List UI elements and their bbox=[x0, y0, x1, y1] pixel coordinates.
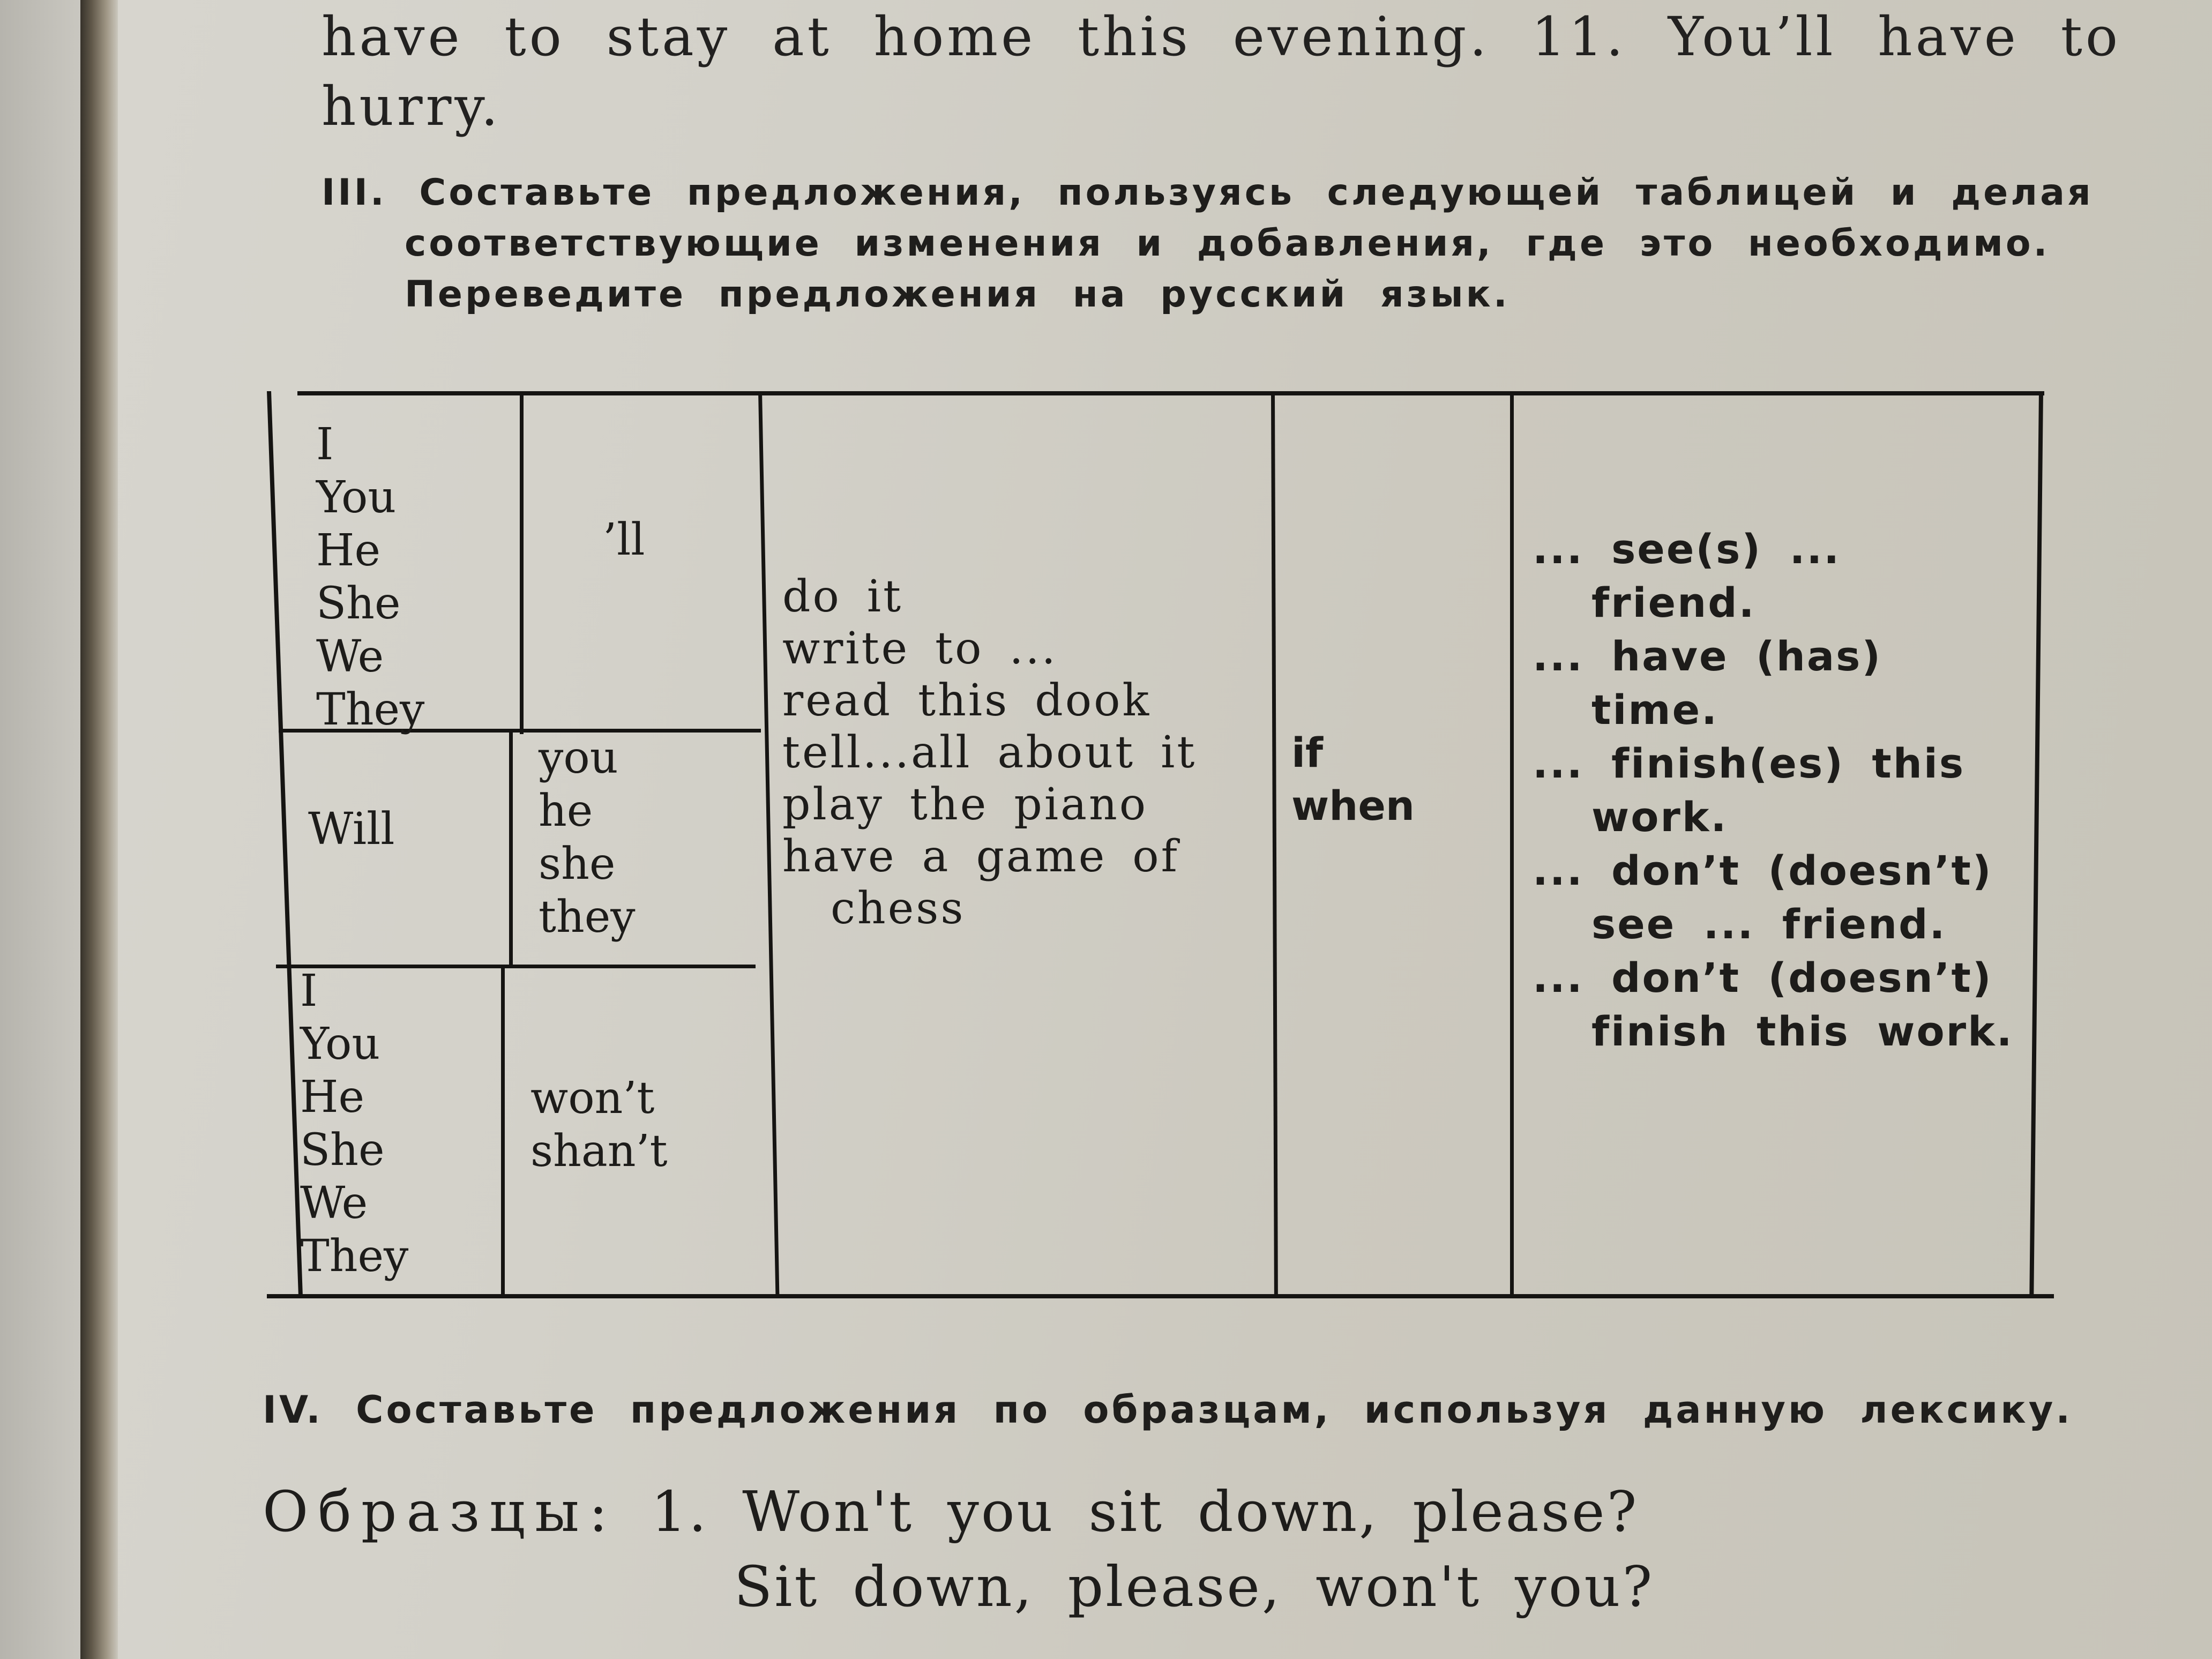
sample-line-1 bbox=[263, 1479, 1639, 1544]
verb-read-book: read this dook bbox=[782, 675, 1152, 726]
pronoun-he: He bbox=[316, 525, 381, 576]
page-edge bbox=[0, 0, 80, 1659]
exercise3-text-1: Составьте предложения, пользуясь следующей таблицей и делая bbox=[419, 171, 2094, 214]
clause-see: ... see(s) ... bbox=[1533, 525, 1841, 573]
sample-line-2: Sit down, please, won't you? bbox=[734, 1554, 1655, 1619]
book-binding bbox=[80, 0, 118, 1659]
samples-label: Образцы: bbox=[263, 1479, 617, 1544]
pronoun-he-lower: he bbox=[539, 786, 593, 836]
table-divider-col3 bbox=[1271, 394, 1278, 1297]
clause-work: work. bbox=[1591, 793, 1728, 841]
pronoun-they-b: They bbox=[300, 1231, 409, 1282]
exercise3-number: III. bbox=[322, 171, 387, 214]
verb-phrases bbox=[782, 571, 1197, 935]
verb-write-to: write to ... bbox=[782, 623, 1058, 674]
verb-play-piano: play the piano bbox=[782, 779, 1148, 830]
table-divider-col1 bbox=[520, 391, 524, 734]
pronoun-you: You bbox=[316, 472, 397, 523]
conjunction-when: when bbox=[1291, 782, 1415, 829]
table-border-left bbox=[267, 391, 303, 1298]
pronoun-i-b: I bbox=[300, 966, 318, 1017]
pronoun-she-lower: she bbox=[539, 839, 616, 890]
pronoun-he-b: He bbox=[300, 1072, 365, 1123]
table-divider-col1-bot bbox=[501, 965, 505, 1297]
pronouns-bottom bbox=[300, 965, 408, 1283]
pronoun-she: She bbox=[316, 578, 401, 629]
pronoun-she-b: She bbox=[300, 1125, 385, 1176]
verb-do-it: do it bbox=[782, 571, 903, 622]
negative-wont: won’t bbox=[530, 1073, 655, 1124]
table-border-right bbox=[2029, 391, 2043, 1298]
exercise3-line-1 bbox=[322, 171, 2094, 214]
conjunction-if: if bbox=[1291, 729, 1324, 776]
verb-chess: chess bbox=[831, 883, 966, 934]
table-divider-col2 bbox=[758, 391, 779, 1297]
clause-dont-1: ... don’t (doesn’t) bbox=[1533, 847, 1993, 894]
exercise3-line-2: соответствующие изменения и добавления, где это необходимо. bbox=[405, 222, 2050, 265]
clause-see-friend: see ... friend. bbox=[1591, 900, 1947, 948]
pronoun-you-lower: you bbox=[539, 733, 618, 783]
clauses bbox=[1533, 522, 2014, 1058]
pronoun-you-b: You bbox=[300, 1019, 380, 1070]
pronouns-mid bbox=[539, 731, 636, 944]
contraction-ll: ’ll bbox=[603, 514, 645, 565]
top-line-2: hurry. bbox=[322, 75, 502, 138]
table-border-bottom bbox=[267, 1294, 2054, 1298]
pronoun-they-lower: they bbox=[539, 892, 636, 943]
conjunctions bbox=[1291, 726, 1415, 832]
clause-finish-work: finish this work. bbox=[1591, 1007, 2014, 1055]
exercise4-instruction: IV. Составьте предложения по образцам, используя данную лексику. bbox=[263, 1388, 2073, 1432]
pronouns-top bbox=[316, 418, 424, 736]
clause-finish: ... finish(es) this bbox=[1533, 739, 1966, 787]
pronoun-we: We bbox=[316, 631, 384, 682]
sample1-number: 1. bbox=[651, 1479, 709, 1544]
sample1-question: Won't you sit down, please? bbox=[742, 1479, 1639, 1544]
clause-friend: friend. bbox=[1591, 579, 1756, 626]
table-divider-col1-mid bbox=[509, 731, 513, 967]
will-cell: Will bbox=[308, 804, 395, 855]
verb-have-game: have a game of bbox=[782, 831, 1180, 882]
table-border-top bbox=[297, 391, 2044, 395]
negative-shant: shan’t bbox=[530, 1126, 668, 1177]
clause-dont-2: ... don’t (doesn’t) bbox=[1533, 954, 1993, 1002]
negatives bbox=[530, 1072, 668, 1178]
exercise3-line-3: Переведите предложения на русский язык. bbox=[405, 273, 1510, 316]
pronoun-i: I bbox=[316, 419, 334, 470]
clause-time: time. bbox=[1591, 686, 1718, 734]
clause-have: ... have (has) bbox=[1533, 632, 1882, 680]
top-line-1: have to stay at home this evening. 11. You’ll have to bbox=[322, 5, 2121, 68]
table-divider-col4 bbox=[1510, 394, 1514, 1297]
pronoun-they: They bbox=[316, 684, 425, 735]
pronoun-we-b: We bbox=[300, 1178, 368, 1229]
verb-tell-all: tell...all about it bbox=[782, 727, 1197, 778]
